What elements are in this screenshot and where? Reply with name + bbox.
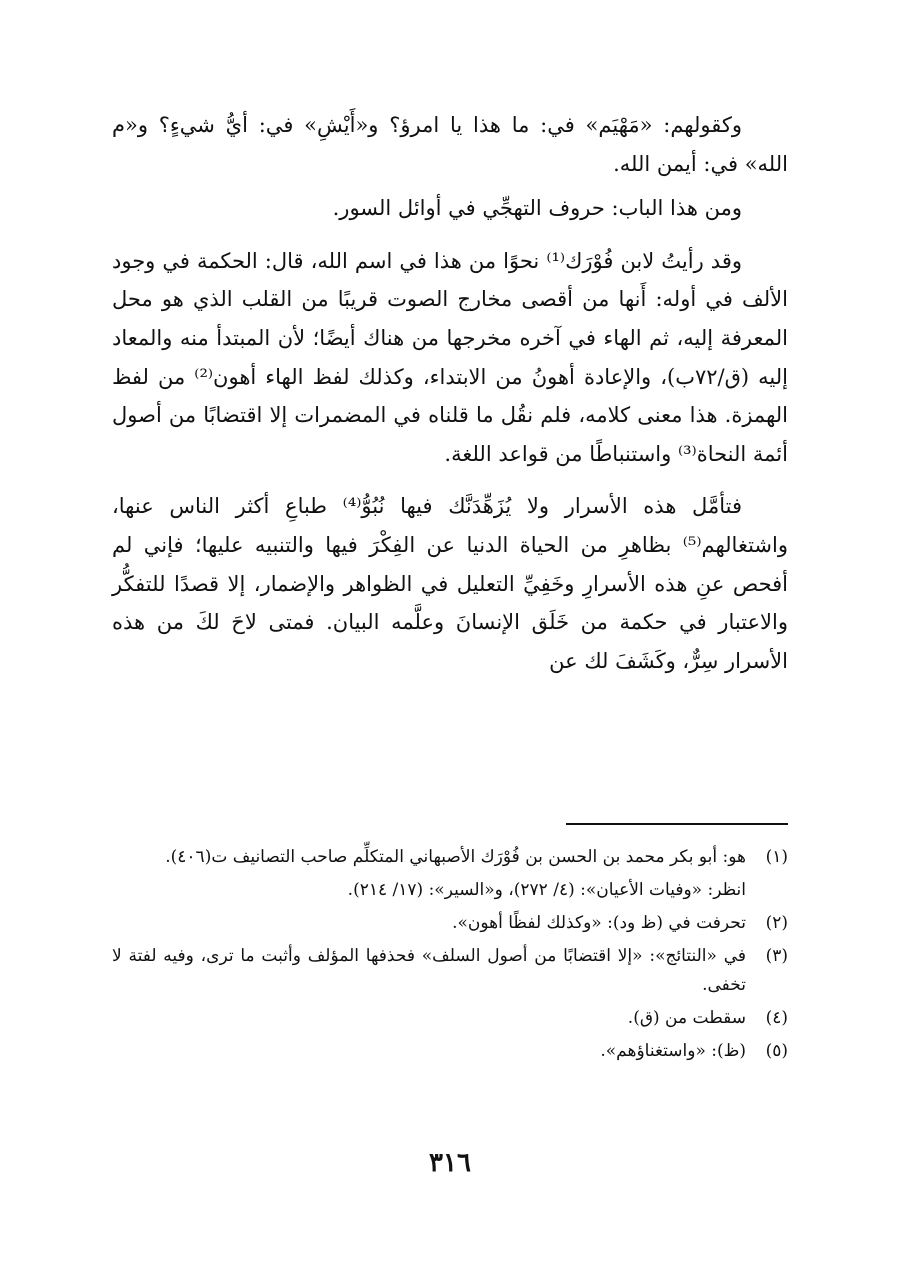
footnote-text: في «النتائج»: «إلا اقتضابًا من أصول السلف» فحذفها المؤلف وأثبت ما ترى، وفيه لفتة لا تخفى. — [112, 946, 746, 995]
paragraph-1: وكقولهم: «مَهْيَم» في: ما هذا يا امرؤ؟ و«أَيْشِ» في: أيُّ شيءٍ؟ و«م الله» في: أيمن الله. — [112, 113, 788, 176]
main-text — [112, 106, 788, 694]
footnote-1-reference: انظر: «وفيات الأعيان»: (٤/ ٢٧٢)، و«السير»: (١٧/ ٢١٤). — [347, 880, 746, 900]
footnote-4 — [112, 1004, 788, 1033]
footnote-number: (١) — [765, 847, 788, 867]
paragraph-3: وقد رأيتُ لابن فُوْرَك⁽¹⁾ نحوًا من هذا في اسم الله، قال: الحكمة في وجود الألف في أوله: أَنها من أقصى مخارج الصوت قريبًا من القلب الذي هو محل المعرفة إليه، ثم الهاء في آخره مخرجها من هناك أيضًا؛ لأن المبتدأ منه والمعاد إليه (ق/٧٢ب)، والإعادة أهونُ من الابتداء، وكذلك لفظ الهاء أهون⁽²⁾ من لفظ الهمزة. هذا معنى كلامه، فلم نقُل ما قلناه في المضمرات إلا اقتضابًا من أصول أئمة النحاة⁽³⁾ واستنباطًا من قواعد اللغة. — [112, 248, 788, 466]
footnote-5 — [112, 1037, 788, 1066]
paragraph-2: ومن هذا الباب: حروف التهجِّي في أوائل السور. — [332, 196, 742, 221]
footnote-number: (٥) — [765, 1041, 788, 1061]
footnote-2 — [112, 909, 788, 938]
footnote-3 — [112, 942, 788, 1000]
footnote-text: تحرفت في (ظ ود): «وكذلك لفظًا أهون». — [452, 913, 746, 933]
footnote-text: (ظ): «واستغناؤهم». — [600, 1041, 746, 1061]
footnote-separator — [566, 823, 788, 825]
footnotes — [112, 843, 788, 1070]
footnote-text: سقطت من (ق). — [627, 1008, 746, 1028]
footnote-number: (٤) — [765, 1008, 788, 1028]
footnote-number: (٣) — [765, 946, 788, 966]
footnote-number: (٢) — [765, 913, 788, 933]
footnote-text: هو: أبو بكر محمد بن الحسن بن فُوْرَك الأصبهاني المتكلِّم صاحب التصانيف ت(٤٠٦). — [165, 847, 746, 867]
paragraph-4: فتأمَّل هذه الأسرار ولا يُزَهِّدَنَّك فيها نُبُوُّ⁽⁴⁾ طباعِ أكثر الناس عنها، واشتغالهم⁽⁵⁾ بظاهرِ من الحياة الدنيا عن الفِكْرَ فيها والتنبيه عليها؛ فإني لم أفحص عنِ هذه الأسرارِ وخَفِيِّ التعليل في الظواهر والإضمار، إلا قصدًا للتفكُّر والاعتبار في حكمة من خَلَق الإنسانَ وعلَّمه البيان. فمتى لاحَ لكَ من هذه الأسرار سِرٌّ، وكَشَفَ لك عن — [112, 494, 788, 673]
page-number: ٣١٦ — [429, 1148, 471, 1178]
footnote-1 — [112, 843, 788, 872]
